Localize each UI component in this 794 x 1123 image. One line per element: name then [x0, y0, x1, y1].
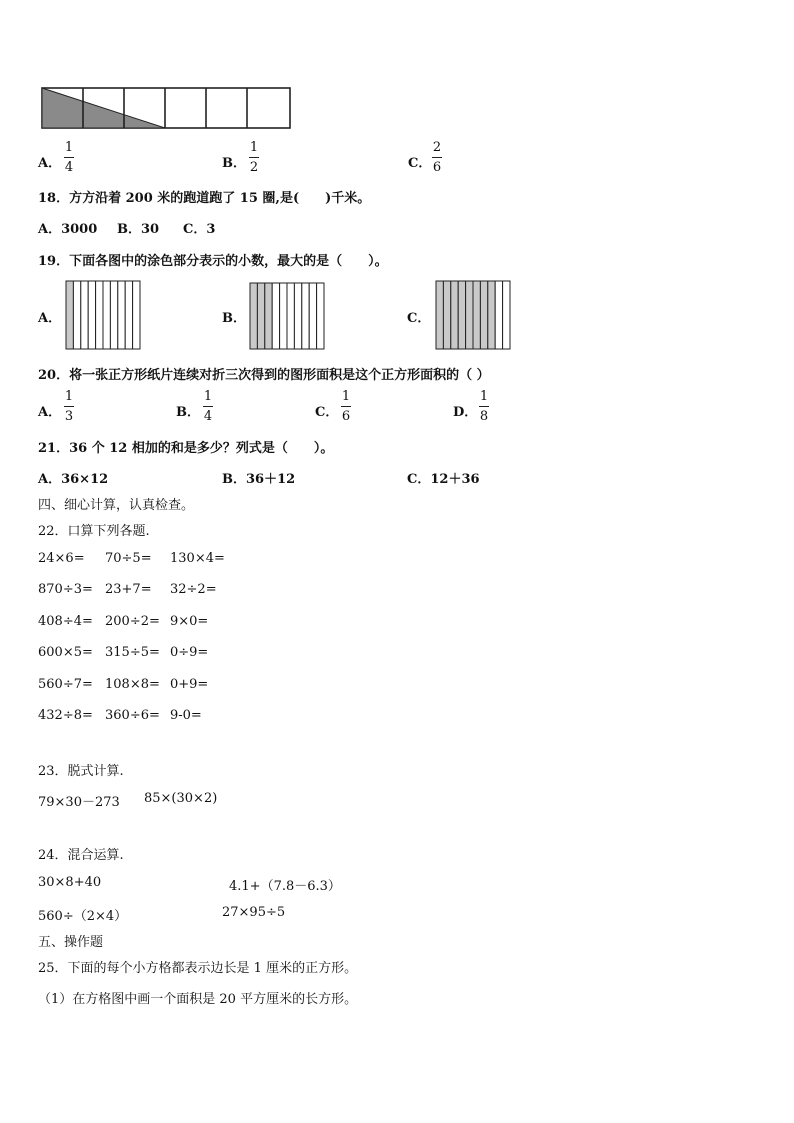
q21-question: 21．36 个 12 相加的和是多少？列式是（ ）。 [38, 441, 334, 456]
q19-question: 19．下面各图中的涂色部分表示的小数，最大的是（ ）。 [38, 254, 388, 269]
blank-column [96, 281, 103, 349]
blank-column [272, 283, 279, 349]
q23-item-2: 85×(30×2) [144, 791, 218, 806]
shaded-column [488, 281, 495, 349]
blank-column [280, 283, 287, 349]
q17-option-b-label[interactable]: B． [222, 156, 246, 171]
shaded-column [451, 281, 458, 349]
q18-option-b[interactable]: B．30 [117, 222, 160, 237]
q20-option-b-fraction [203, 390, 213, 424]
blank-column [287, 283, 294, 349]
q20-d-num: 1 [479, 389, 489, 404]
q20-c-den: 6 [341, 409, 351, 424]
q17-option-c-label[interactable]: C． [408, 156, 432, 171]
q17-c-den: 6 [432, 160, 442, 175]
q21-option-a[interactable]: A．36×12 [38, 472, 109, 487]
q22-item: 9-0= [170, 708, 202, 723]
q18-option-a[interactable]: A．3000 [38, 222, 98, 237]
q25-title: 25．下面的每个小方格都表示边长是 1 厘米的正方形。 [38, 961, 358, 976]
blank-column [103, 281, 110, 349]
q22-item: 0+9= [170, 677, 209, 692]
q24-item-4: 27×95÷5 [222, 905, 286, 920]
shaded-column [436, 281, 443, 349]
q22-item: 200÷2= [105, 614, 160, 629]
section-5-heading: 五、操作题 [38, 935, 104, 950]
blank-column [125, 281, 132, 349]
q17-shaded-triangle [42, 88, 165, 128]
blank-column [309, 283, 316, 349]
q20-option-c-label[interactable]: C． [315, 405, 339, 420]
q23-title: 23．脱式计算. [38, 764, 124, 779]
blank-column [495, 281, 502, 349]
q22-item: 360÷6= [105, 708, 160, 723]
q20-option-a-label[interactable]: A． [38, 405, 62, 420]
q19-option-c-label[interactable]: C． [407, 311, 431, 326]
q24-item-2: 4.1+（7.8－6.3） [229, 879, 341, 894]
q22-item: 70÷5= [105, 551, 152, 566]
q20-option-b-label[interactable]: B． [176, 405, 200, 420]
q18-question: 18．方方沿着 200 米的跑道跑了 15 圈,是( )千米。 [38, 191, 371, 206]
q20-a-den: 3 [64, 409, 74, 424]
q20-option-c-fraction [341, 390, 351, 424]
q22-item: 24×6= [38, 551, 85, 566]
q22-item: 0÷9= [170, 645, 209, 660]
shaded-column [480, 281, 487, 349]
q24-item-1: 30×8+40 [38, 875, 102, 890]
q22-item: 108×8= [105, 677, 160, 692]
shaded-column [257, 283, 264, 349]
shaded-column [265, 283, 272, 349]
shaded-column [466, 281, 473, 349]
q19-option-b-label[interactable]: B． [222, 311, 246, 326]
blank-column [503, 281, 510, 349]
q24-item-3: 560÷（2×4） [38, 909, 128, 924]
blank-column [133, 281, 140, 349]
q17-option-a-fraction [64, 141, 74, 175]
q22-title: 22．口算下列各题. [38, 524, 150, 539]
blank-column [118, 281, 125, 349]
q21-option-b[interactable]: B．36＋12 [222, 472, 296, 487]
q22-item: 130×4= [170, 551, 225, 566]
q25-sub1: （1）在方格图中画一个面积是 20 平方厘米的长方形。 [38, 992, 358, 1007]
q17-option-a-label[interactable]: A． [38, 156, 62, 171]
q17-b-num: 1 [249, 140, 259, 155]
blank-column [317, 283, 324, 349]
q22-item: 408÷4= [38, 614, 93, 629]
q17-option-b-fraction [249, 141, 259, 175]
q22-item: 23+7= [105, 582, 152, 597]
blank-column [88, 281, 95, 349]
q17-b-den: 2 [249, 160, 259, 175]
shaded-column [250, 283, 257, 349]
blank-column [294, 283, 301, 349]
shaded-column [66, 281, 73, 349]
q17-a-den: 4 [64, 160, 74, 175]
section-4-heading: 四、细心计算，认真检查。 [38, 498, 195, 513]
q22-item: 600×5= [38, 645, 93, 660]
q20-d-den: 8 [479, 409, 489, 424]
blank-column [81, 281, 88, 349]
q19-figure-a [65, 280, 141, 350]
blank-column [110, 281, 117, 349]
q20-option-d-label[interactable]: D． [453, 405, 478, 420]
q20-question: 20．将一张正方形纸片连续对折三次得到的图形面积是这个正方形面积的（ ） [38, 368, 490, 383]
q22-item: 9×0= [170, 614, 209, 629]
blank-column [73, 281, 80, 349]
q22-item: 870÷3= [38, 582, 93, 597]
q22-item: 315÷5= [105, 645, 160, 660]
shaded-column [443, 281, 450, 349]
q19-figure-c [435, 280, 511, 350]
q22-item: 560÷7= [38, 677, 93, 692]
q17-figure [40, 86, 292, 130]
q20-option-a-fraction [64, 390, 74, 424]
q17-c-num: 2 [432, 140, 442, 155]
q18-option-c[interactable]: C．3 [183, 222, 216, 237]
q23-item-1: 79×30－273 [38, 795, 120, 810]
q21-option-c[interactable]: C．12＋36 [407, 472, 480, 487]
q22-item: 432÷8= [38, 708, 93, 723]
shaded-column [473, 281, 480, 349]
q17-a-num: 1 [64, 140, 74, 155]
q20-b-den: 4 [203, 409, 213, 424]
shaded-column [458, 281, 465, 349]
q20-c-num: 1 [341, 389, 351, 404]
q17-option-c-fraction [432, 141, 442, 175]
q20-b-num: 1 [203, 389, 213, 404]
q19-figure-b [249, 282, 325, 350]
q19-option-a-label[interactable]: A． [38, 311, 62, 326]
q20-option-d-fraction [479, 390, 489, 424]
blank-column [302, 283, 309, 349]
q22-item: 32÷2= [170, 582, 217, 597]
q24-title: 24．混合运算. [38, 848, 124, 863]
q20-a-num: 1 [64, 389, 74, 404]
